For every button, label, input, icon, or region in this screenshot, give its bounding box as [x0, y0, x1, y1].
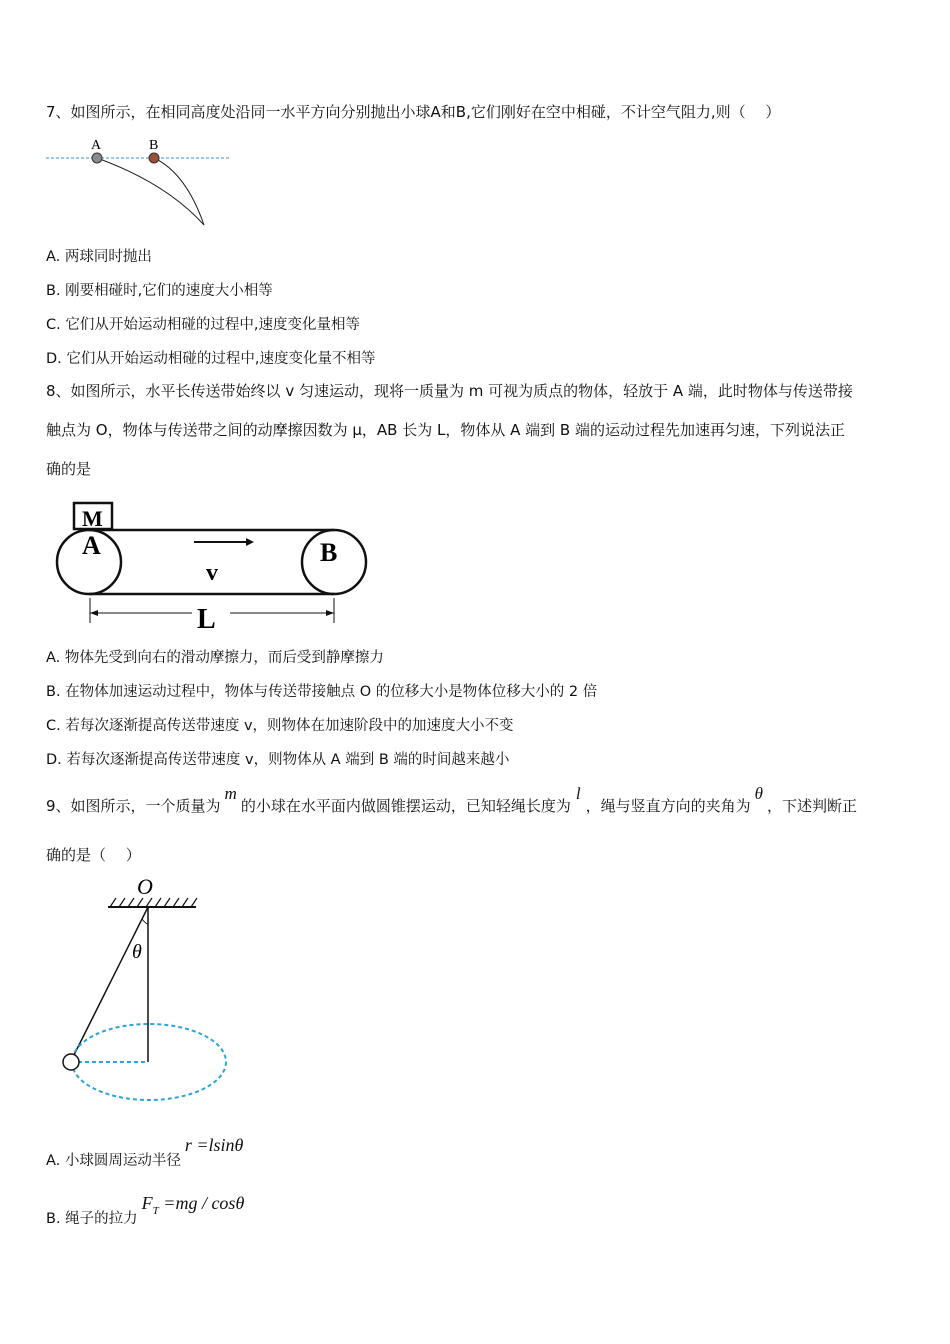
q9-option-a-formula: r =lsinθ — [184, 1135, 244, 1155]
string — [72, 907, 148, 1059]
label-b: B — [320, 538, 338, 567]
label-a: A — [91, 138, 102, 153]
q8-option-d: D. 若每次逐渐提高传送带速度 v，则物体从 A 端到 B 端的时间越来越小 — [46, 752, 510, 768]
q7-figure — [46, 133, 236, 228]
label-o: O — [137, 874, 153, 899]
label-a: A — [82, 531, 101, 560]
q8-option-b: B. 在物体加速运动过程中，物体与传送带接触点 O 的位移大小是物体位移大小的 2 倍 — [46, 684, 598, 700]
trajectory-a — [97, 158, 204, 225]
q8-option-a: A. 物体先受到向右的滑动摩擦力，而后受到静摩擦力 — [46, 650, 384, 666]
label-l: L — [197, 604, 216, 635]
label-b: B — [149, 138, 159, 153]
q7-stem: 7、如图所示，在相同高度处沿同一水平方向分别抛出小球A和B,它们刚好在空中相碰，不计空气阻力,则（ ） — [46, 103, 781, 121]
ball-b — [149, 153, 159, 163]
q9-stem-part2: 的小球在水平面内做圆锥摆运动，已知轻绳长度为 — [240, 797, 571, 815]
trajectory-b — [154, 158, 204, 225]
q9-option-b-formula-sub: T — [152, 1205, 159, 1217]
q9-option-a — [46, 1135, 244, 1169]
q9-stem-part4: ，下述判断正 — [766, 797, 857, 815]
q9-option-b-text: B. 绳子的拉力 — [46, 1211, 138, 1227]
q8-stem-line3: 确的是 — [46, 460, 92, 478]
dim-arrow-right — [326, 610, 334, 616]
q8-option-c: C. 若每次逐渐提高传送带速度 v，则物体在加速阶段中的加速度大小不变 — [46, 718, 514, 734]
q9-symbol-l: l — [575, 784, 581, 803]
q7-option-c: C. 它们从开始运动相碰的过程中,速度变化量相等 — [46, 317, 360, 333]
q9-stem-line1 — [46, 784, 857, 816]
velocity-arrowhead — [246, 538, 254, 546]
q8-stem-line2: 触点为 O，物体与传送带之间的动摩擦因数为 μ，AB 长为 L，物体从 A 端到 B 端的运动过程先加速再匀速，下列说法正 — [46, 421, 845, 439]
q9-stem-part3: ，绳与竖直方向的夹角为 — [585, 797, 751, 815]
q8-stem-line1: 8、如图所示，水平长传送带始终以 v 匀速运动，现将一质量为 m 可视为质点的物体，轻放于 A 端，此时物体与传送带接 — [46, 382, 853, 400]
q7-option-b: B. 刚要相碰时,它们的速度大小相等 — [46, 283, 273, 299]
q9-symbol-theta: θ — [754, 784, 763, 803]
q9-stem-part1: 9、如图所示，一个质量为 — [46, 797, 221, 815]
q7-option-d: D. 它们从开始运动相碰的过程中,速度变化量不相等 — [46, 351, 376, 367]
q9-stem-line2: 确的是（ ） — [46, 846, 141, 864]
q7-option-a: A. 两球同时抛出 — [46, 249, 152, 265]
q9-conical-pendulum-figure — [58, 872, 238, 1107]
label-v: v — [206, 560, 218, 586]
angle-arc — [142, 919, 148, 924]
q9-option-a-text: A. 小球圆周运动半径 — [46, 1153, 181, 1169]
dim-arrow-left — [90, 610, 98, 616]
ceiling-hatching — [110, 898, 197, 907]
block-label: M — [82, 506, 103, 531]
label-theta: θ — [132, 941, 142, 963]
q9-symbol-m: m — [224, 784, 237, 803]
q9-option-b-formula-rest: =mg / cosθ — [158, 1193, 245, 1213]
q9-option-b-formula-f: F — [141, 1193, 153, 1213]
ball — [63, 1054, 79, 1070]
ball-a — [92, 153, 102, 163]
q9-option-b — [46, 1193, 245, 1227]
q8-conveyor-figure — [54, 498, 374, 633]
